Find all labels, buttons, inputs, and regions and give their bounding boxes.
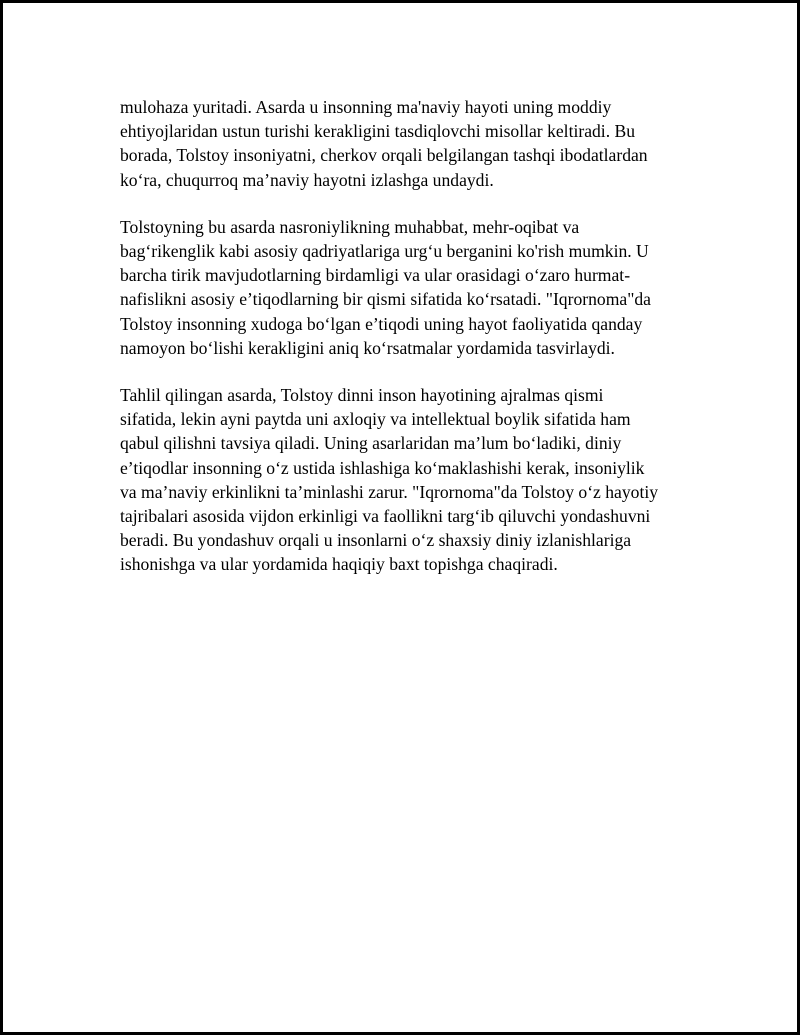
paragraph-3: Tahlil qilingan asarda, Tolstoy dinni inson hayotining ajralmas qismi sifatida, lekin ayni paytda uni axloqiy va intellektual boylik sifatida ham qabul qilishni tavsiya qiladi. Uning asarlaridan ma’lum bo‘ladiki, diniy e’tiqodlar insonning o‘z ustida ishlashiga ko‘maklashishi kerak, insoniylik va ma’naviy erkinlikni ta’minlashi zarur. "Iqrornoma"da Tolstoy o‘z hayotiy tajribalari asosida vijdon erkinligi va faollikni targ‘ib qiluvchi yondashuvni beradi. Bu yondashuv orqali u insonlarni o‘z shaxsiy diniy izlanishlariga ishonishga va ular yordamida haqiqiy baxt topishga chaqiradi. <box>120 385 659 575</box>
page-content <box>120 95 710 600</box>
paragraph-2: Tolstoyning bu asarda nasroniylikning muhabbat, mehr-oqibat va bag‘rikenglik kabi asosiy qadriyatlariga urg‘u berganini ko'rish mumkin. U barcha tirik mavjudotlarning birdamligi va ular orasidagi o‘zaro hurmat- nafislikni asosiy e’tiqodlarning bir qismi sifatida ko‘rsatadi. "Iqrornoma"da Tolstoy insonning xudoga bo‘lgan e’tiqodi uning hayot faoliyatida qanday namoyon bo‘lishi kerakligini aniq ko‘rsatmalar yordamida tasvirlaydi. <box>120 216 651 358</box>
paragraph-1: mulohaza yuritadi. Asarda u insonning ma'naviy hayoti uning moddiy ehtiyojlaridan ustun turishi kerakligini tasdiqlovchi misollar keltiradi. Bu borada, Tolstoy insoniyatni, cherkov orqali belgilangan tashqi ibodatlardan ko‘ra, chuqurroq ma’naviy hayotni izlashga undaydi. <box>120 97 648 190</box>
